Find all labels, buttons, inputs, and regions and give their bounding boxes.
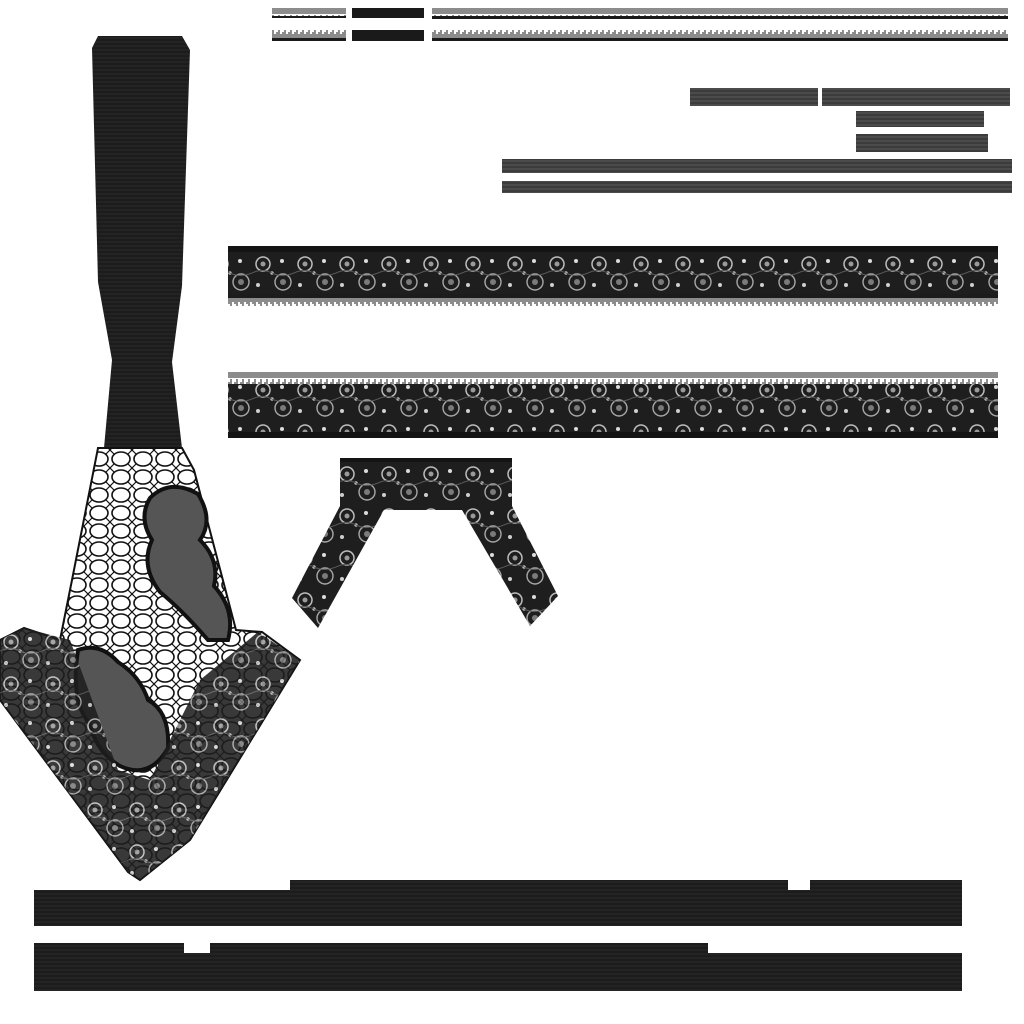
bottom-bands — [34, 880, 962, 991]
gray-strap-bars — [502, 88, 1012, 193]
lace-band-upper — [228, 246, 998, 306]
lace-yoke — [292, 460, 558, 628]
strap-with-lace-panel — [0, 36, 300, 880]
top-fringe-strips — [272, 8, 1008, 41]
lace-band-lower — [228, 372, 998, 438]
